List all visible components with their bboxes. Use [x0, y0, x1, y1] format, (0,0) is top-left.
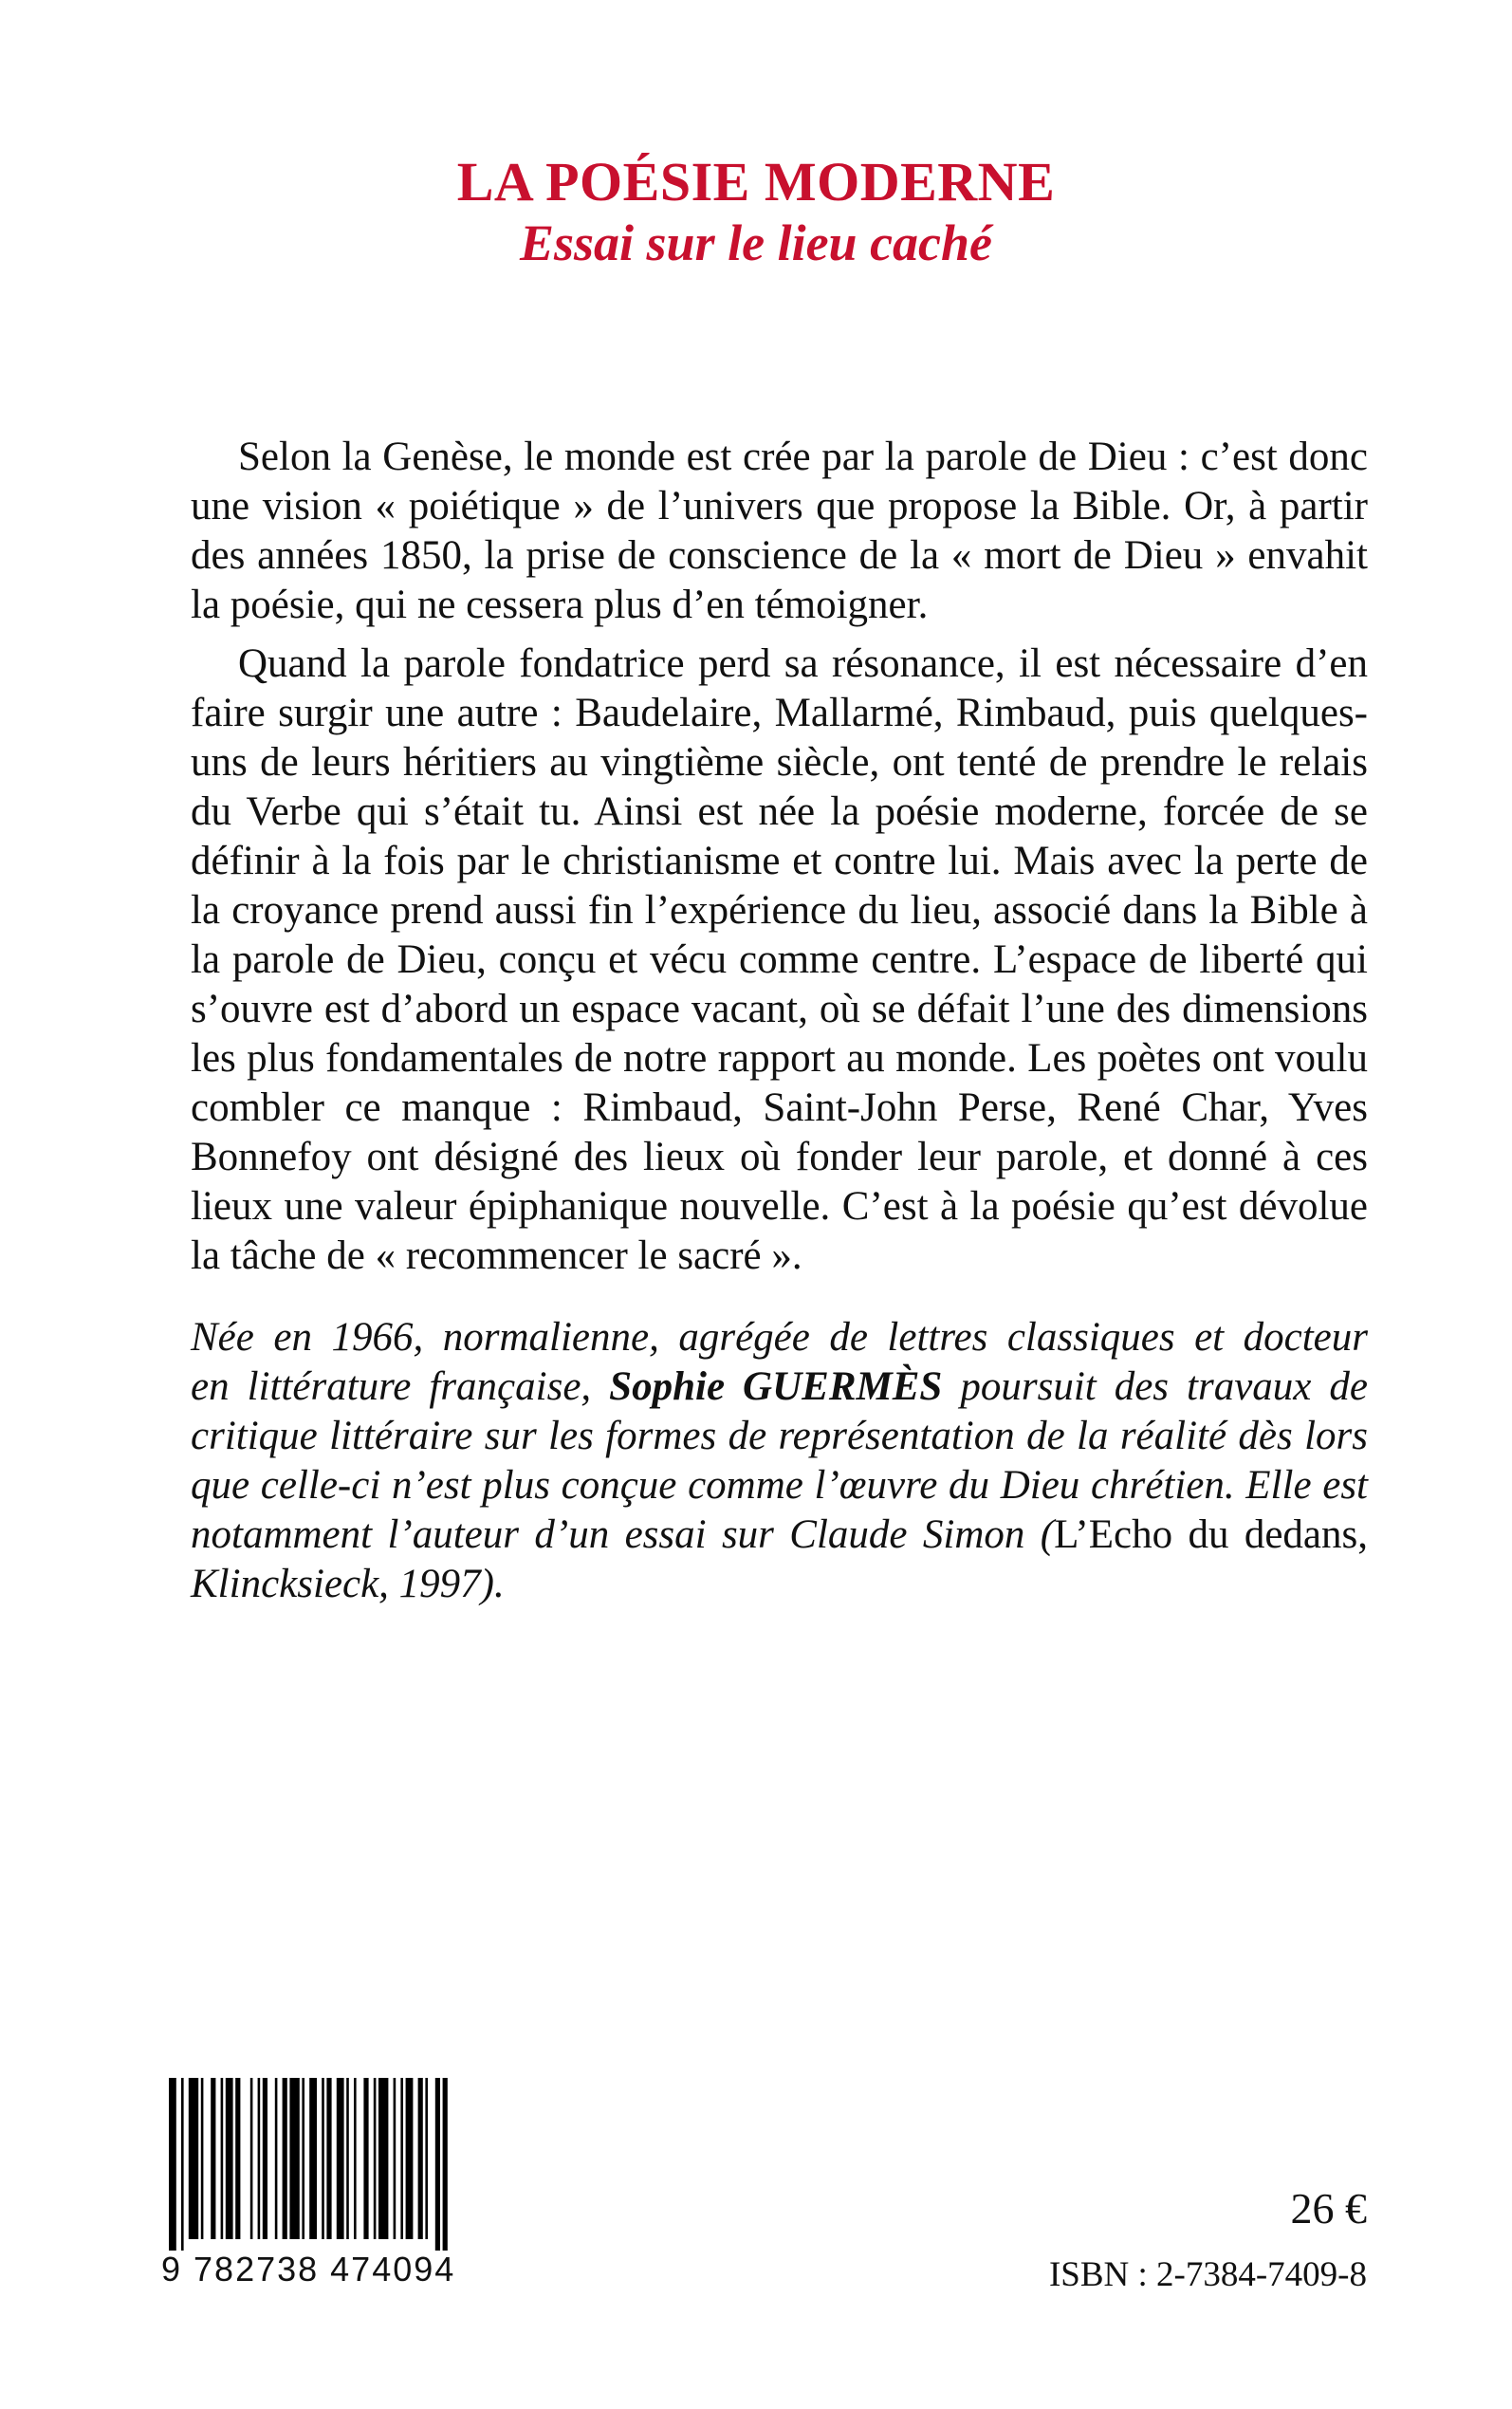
summary-line: la poésie, qui ne cessera plus d’en témoigner.	[191, 583, 929, 627]
barcode-bar	[346, 2078, 349, 2239]
summary-line: s’ouvre est d’abord un espace vacant, où se défait l’une des dimensions	[191, 987, 1368, 1031]
isbn-barcode	[161, 2078, 465, 2292]
barcode-bar	[258, 2078, 261, 2239]
author-bio	[191, 1313, 1368, 1609]
bio-line: Klincksieck, 1997).	[191, 1562, 505, 1606]
isbn-number: ISBN : 2-7384-7409-8	[1048, 2255, 1367, 2294]
summary-line: lieux une valeur épiphanique nouvelle. C’est à la poésie qu’est dévolue	[191, 1184, 1368, 1229]
summary-line: Bonnefoy ont désigné des lieux où fonder leur parole, et donné à ces	[191, 1135, 1368, 1179]
bio-line: Née en 1966, normalienne, agrégée de lettres classiques et docteur	[191, 1315, 1368, 1360]
barcode-bar	[275, 2078, 278, 2239]
barcode-bar	[378, 2078, 388, 2239]
summary-line: du Verbe qui s’était tu. Ainsi est née la poésie moderne, forcée de se	[191, 789, 1368, 834]
barcode-bar	[394, 2078, 396, 2239]
summary-text	[191, 433, 1368, 1281]
barcode-digits: 9 782738 474094	[161, 2250, 456, 2289]
barcode-bar	[226, 2078, 233, 2239]
barcode-bar	[374, 2078, 377, 2239]
summary-line: faire surgir une autre : Baudelaire, Mallarmé, Rimbaud, puis quelques-	[191, 691, 1368, 735]
author-name: Sophie GUERMÈS	[609, 1364, 943, 1409]
barcode-bar	[221, 2078, 224, 2239]
bio-text: poursuit des travaux de	[942, 1364, 1368, 1409]
bio-line	[191, 1510, 1368, 1560]
summary-line: uns de leurs héritiers au vingtième siècle, ont tenté de prendre le relais	[191, 740, 1368, 785]
bio-line	[191, 1362, 1368, 1412]
summary-line: Selon la Genèse, le monde est crée par la parole de Dieu : c’est donc	[238, 435, 1368, 479]
barcode-bar	[309, 2078, 317, 2239]
summary-line: la tâche de « recommencer le sacré ».	[191, 1233, 802, 1278]
summary-line: Quand la parole fondatrice perd sa résonance, il est nécessaire d’en	[238, 641, 1368, 686]
summary-line: des années 1850, la prise de conscience de la « mort de Dieu » envahit	[191, 533, 1368, 578]
book-title: LA POÉSIE MODERNE	[456, 151, 1056, 213]
barcode-bar	[283, 2078, 287, 2239]
barcode-bar	[235, 2078, 240, 2239]
summary-paragraph-2	[191, 639, 1368, 1281]
barcode-bars	[169, 2078, 463, 2251]
summary-paragraph-1	[191, 433, 1368, 630]
barcode-bar	[289, 2078, 299, 2239]
book-subtitle: Essai sur le lieu caché	[519, 214, 993, 271]
summary-line: les plus fondamentales de notre rapport au monde. Les poètes ont voulu	[191, 1036, 1368, 1081]
bio-text: notamment l’auteur d’un essai sur Claude Simon (	[191, 1512, 1055, 1557]
barcode-bar	[425, 2078, 428, 2239]
title-block	[0, 152, 1512, 273]
barcode-bar	[406, 2078, 414, 2239]
barcode-bar	[250, 2078, 253, 2239]
barcode-bar	[189, 2078, 198, 2239]
barcode-bar	[181, 2078, 184, 2251]
barcode-bar	[400, 2078, 403, 2239]
barcode-bar	[418, 2078, 423, 2239]
barcode-bar	[302, 2078, 304, 2239]
barcode-bar	[169, 2078, 176, 2251]
barcode-bar	[435, 2078, 440, 2251]
bio-text: en littérature française,	[191, 1364, 610, 1409]
cited-book-title: L’Echo du dedans,	[1054, 1512, 1368, 1557]
summary-line: la parole de Dieu, conçu et vécu comme centre. L’espace de liberté qui	[191, 937, 1368, 982]
summary-line: une vision « poiétique » de l’univers que propose la Bible. Or, à partir	[191, 484, 1368, 528]
summary-line: combler ce manque : Rimbaud, Saint-John Perse, René Char, Yves	[191, 1085, 1368, 1130]
barcode-bar	[201, 2078, 204, 2239]
barcode-bar	[443, 2078, 448, 2251]
barcode-bar	[322, 2078, 324, 2239]
barcode-bar	[354, 2078, 357, 2239]
summary-line: la croyance prend aussi fin l’expérience du lieu, associé dans la Bible à	[191, 888, 1368, 933]
barcode-bar	[263, 2078, 267, 2239]
bio-line: que celle-ci n’est plus conçue comme l’œuvre du Dieu chrétien. Elle est	[191, 1463, 1368, 1508]
barcode-bar	[337, 2078, 344, 2239]
price: 26 €	[1290, 2184, 1367, 2233]
barcode-bar	[363, 2078, 368, 2239]
barcode-bar	[211, 2078, 215, 2239]
summary-line: définir à la fois par le christianisme et contre lui. Mais avec la perte de	[191, 839, 1368, 883]
bio-line: critique littéraire sur les formes de représentation de la réalité dès lors	[191, 1414, 1368, 1458]
barcode-bar	[326, 2078, 331, 2239]
